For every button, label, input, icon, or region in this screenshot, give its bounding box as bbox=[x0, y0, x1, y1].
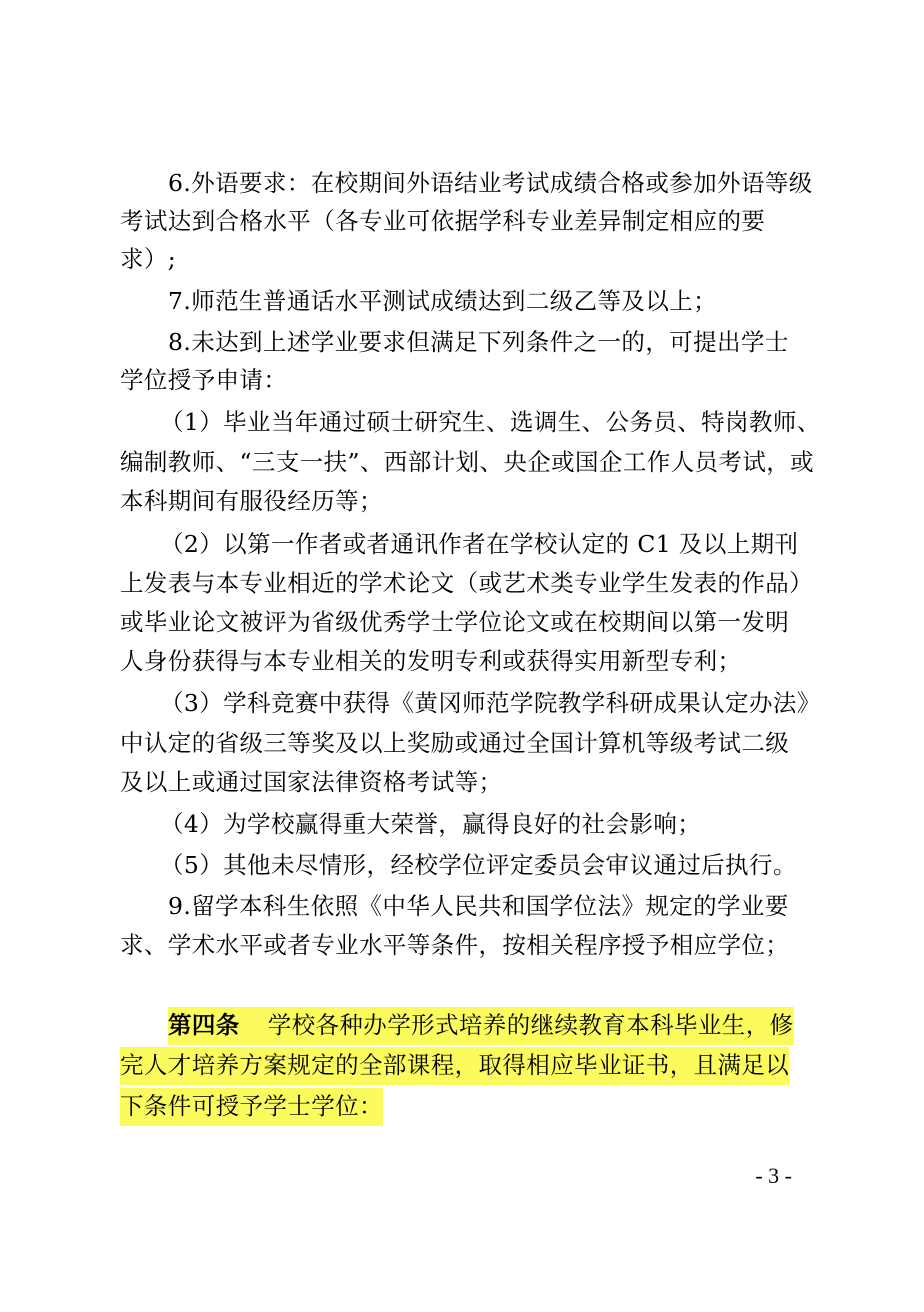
paragraph-line: （2）以第一作者或者通讯作者在学校认定的 C1 及以上期刊 bbox=[160, 530, 799, 558]
article-text: 完人才培养方案规定的全部课程，取得相应毕业证书，且满足以 bbox=[120, 1047, 789, 1085]
paragraph-line: （1）毕业当年通过硕士研究生、选调生、公务员、特岗教师、 bbox=[160, 408, 821, 436]
paragraph-line: 9.留学本科生依照《中华人民共和国学位法》规定的学业要 bbox=[168, 892, 789, 920]
paragraph-line: （3）学科竞赛中获得《黄冈师范学院教学科研成果认定办法》 bbox=[160, 689, 821, 717]
paragraph-line: 8.未达到上述学业要求但满足下列条件之一的，可提出学士 bbox=[168, 328, 789, 356]
paragraph-line: 及以上或通过国家法律资格考试等； bbox=[120, 768, 503, 796]
paragraph-line: （5）其他未尽情形，经校学位评定委员会审议通过后执行。 bbox=[160, 851, 797, 879]
article-four-line bbox=[168, 1010, 794, 1040]
paragraph-line: 学位授予申请： bbox=[120, 366, 288, 394]
paragraph-line: 7.师范生普通话水平测试成绩达到二级乙等及以上； bbox=[168, 287, 718, 315]
paragraph-line: 中认定的省级三等奖及以上奖励或通过全国计算机等级考试二级 bbox=[120, 729, 790, 757]
paragraph-line: 编制教师、“三支一扶”、西部计划、央企或国企工作人员考试，或 bbox=[120, 448, 815, 476]
paragraph-line: 人身份获得与本专业相关的发明专利或获得实用新型专利； bbox=[120, 647, 742, 675]
paragraph-line: （4）为学校赢得重大荣誉，赢得良好的社会影响； bbox=[160, 810, 702, 838]
paragraph-line: 考试达到合格水平（各专业可依据学科专业差异制定相应的要 bbox=[120, 207, 766, 235]
paragraph-line: 或毕业论文被评为省级优秀学士学位论文或在校期间以第一发明 bbox=[120, 608, 790, 636]
paragraph-line: 6.外语要求：在校期间外语结业考试成绩合格或参加外语等级 bbox=[168, 169, 813, 197]
page-number: - 3 - bbox=[755, 1163, 792, 1188]
article-four-line bbox=[120, 1091, 383, 1121]
paragraph-line: 求）; bbox=[120, 245, 177, 273]
article-label: 第四条 bbox=[168, 1011, 240, 1039]
paragraph-line: 上发表与本专业相近的学术论文（或艺术类专业学生发表的作品） bbox=[120, 569, 814, 597]
paragraph-line: 求、学术水平或者专业水平等条件，按相关程序授予相应学位； bbox=[120, 931, 790, 959]
paragraph-line: 本科期间有服役经历等； bbox=[120, 487, 383, 515]
article-four-line bbox=[120, 1050, 789, 1080]
article-text: 下条件可授予学士学位： bbox=[120, 1088, 383, 1126]
article-text: 学校各种办学形式培养的继续教育本科毕业生，修 bbox=[267, 1011, 794, 1039]
